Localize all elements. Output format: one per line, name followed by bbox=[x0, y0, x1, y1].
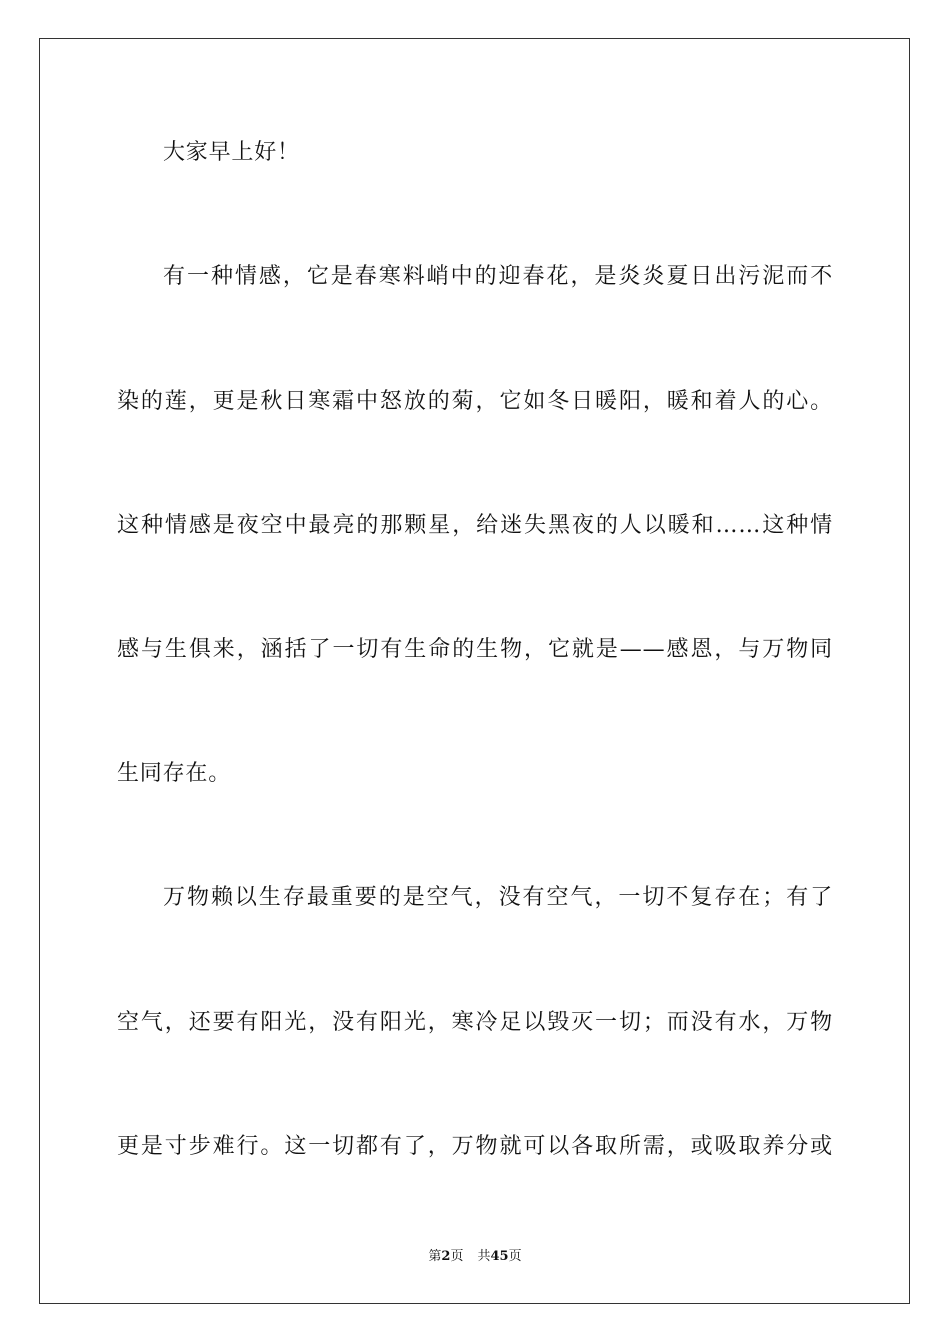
paragraph-line: 有一种情感，它是春寒料峭中的迎春花，是炎炎夏日出污泥而不 bbox=[163, 264, 833, 289]
greeting-line: 大家早上好！ bbox=[163, 140, 300, 165]
page-footer bbox=[0, 1248, 950, 1266]
paragraph-line: 万物赖以生存最重要的是空气，没有空气，一切不复存在；有了 bbox=[163, 885, 833, 910]
total-prefix: 共 bbox=[477, 1249, 491, 1264]
paragraph-line: 空气，还要有阳光，没有阳光，寒冷足以毁灭一切；而没有水，万物 bbox=[117, 1010, 833, 1035]
page-prefix: 第 bbox=[428, 1249, 442, 1264]
paragraph-line: 这种情感是夜空中最亮的那颗星，给迷失黑夜的人以暖和……这种情 bbox=[117, 513, 833, 538]
paragraph-line: 更是寸步难行。这一切都有了，万物就可以各取所需，或吸取养分或 bbox=[117, 1134, 833, 1159]
paragraph-line: 感与生俱来，涵括了一切有生命的生物，它就是——感恩，与万物同 bbox=[117, 637, 833, 662]
paragraph-line: 生同存在。 bbox=[117, 761, 232, 786]
page-border bbox=[39, 38, 910, 1304]
total-pages: 45 bbox=[490, 1249, 509, 1264]
paragraph-line: 染的莲，更是秋日寒霜中怒放的菊，它如冬日暖阳，暖和着人的心。 bbox=[117, 389, 833, 414]
page-number: 2 bbox=[441, 1249, 451, 1264]
total-suffix: 页 bbox=[508, 1249, 522, 1264]
page-suffix: 页 bbox=[450, 1249, 464, 1264]
